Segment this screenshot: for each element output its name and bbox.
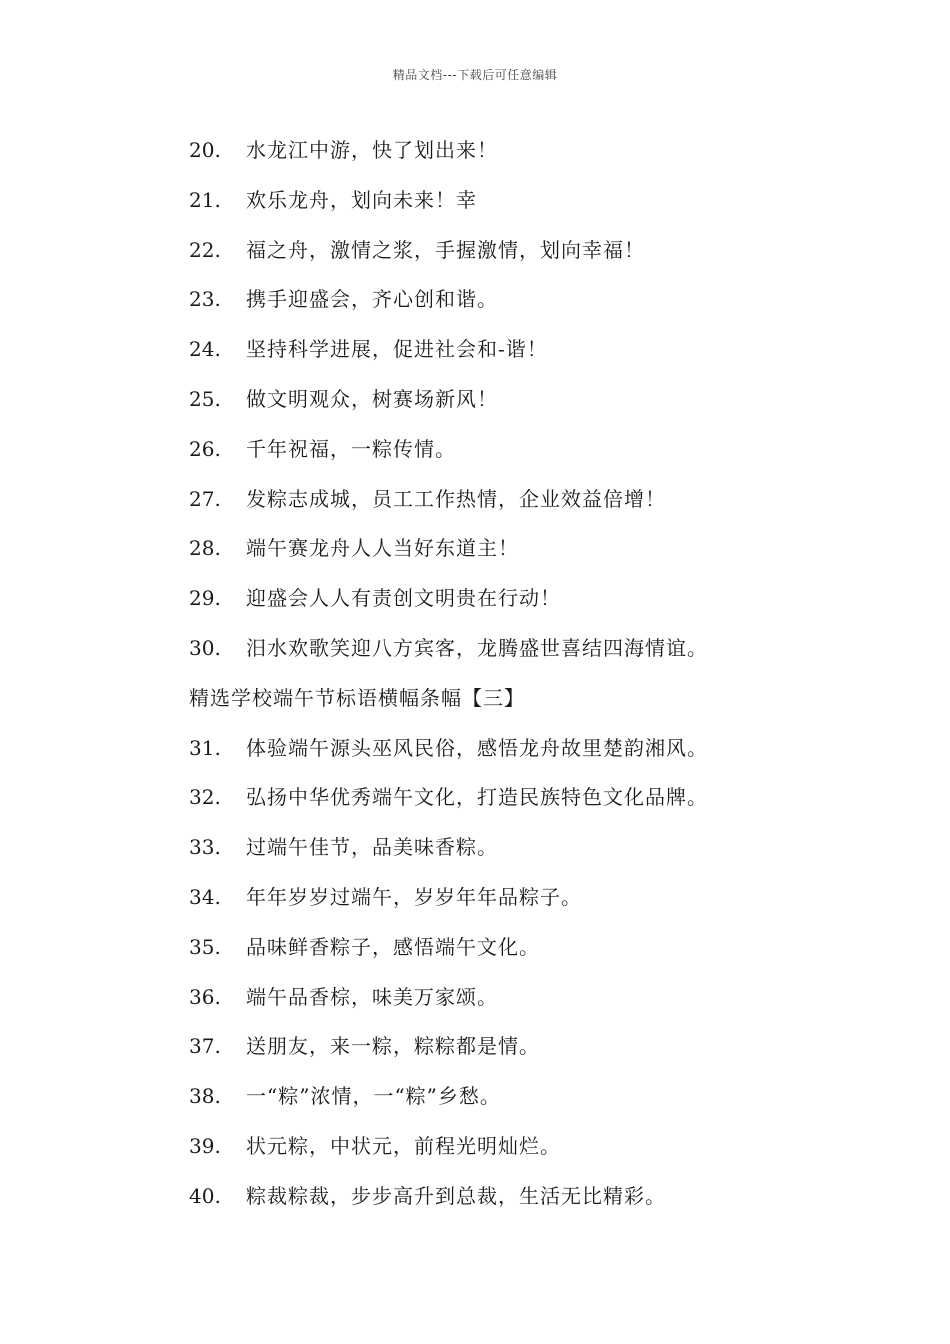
list-item (189, 475, 889, 525)
item-number: 38. (189, 1084, 221, 1109)
list-item (189, 873, 889, 923)
item-number: 40. (189, 1183, 221, 1208)
item-text: 品味鲜香粽子，感悟端午文化。 (246, 934, 540, 959)
list-item (189, 126, 889, 176)
list-item (189, 325, 889, 375)
list-item (189, 425, 889, 475)
item-text: 迎盛会人人有责创文明贵在行动！ (246, 586, 561, 611)
section-heading: 精选学校端午节标语横幅条幅【三】 (189, 685, 525, 710)
item-text: 欢乐龙舟，划向未来！幸 (246, 187, 477, 212)
item-text: 千年祝福，一粽传情。 (246, 436, 456, 461)
list-item (189, 923, 889, 973)
item-text: 水龙江中游，快了划出来！ (246, 138, 498, 162)
item-number: 26. (189, 436, 221, 461)
item-text: 携手迎盛会，齐心创和谐。 (246, 287, 498, 312)
list-item (189, 973, 889, 1023)
slogan-list-part-a (189, 126, 889, 674)
item-number: 27. (189, 486, 221, 511)
page-header: 精品文档---下载后可任意编辑 (392, 68, 558, 82)
item-number: 23. (189, 287, 221, 312)
list-item (189, 1172, 889, 1222)
slogan-list (189, 126, 889, 1222)
list-item (189, 1122, 889, 1172)
item-number: 21. (189, 187, 221, 212)
item-text: 端午赛龙舟人人当好东道主！ (246, 536, 519, 561)
item-text: 粽裁粽裁，步步高升到总裁，生活无比精彩。 (246, 1183, 666, 1208)
item-number: 37. (189, 1034, 221, 1059)
list-item (189, 176, 889, 226)
list-item (189, 773, 889, 823)
item-text: 发粽志成城，员工工作热情，企业效益倍增！ (246, 486, 666, 511)
item-number: 20. (189, 138, 221, 162)
item-number: 31. (189, 735, 221, 760)
item-number: 28. (189, 536, 221, 561)
item-number: 32. (189, 785, 221, 810)
item-text: 一“粽”浓情，一“粽”乡愁。 (246, 1084, 501, 1109)
list-item (189, 275, 889, 325)
slogan-list-part-b (189, 724, 889, 1222)
item-number: 22. (189, 237, 221, 262)
list-item (189, 226, 889, 276)
item-text: 福之舟，激情之浆，手握激情，划向幸福！ (246, 237, 645, 262)
item-number: 39. (189, 1133, 221, 1158)
item-number: 33. (189, 835, 221, 860)
item-text: 过端午佳节，品美味香粽。 (246, 835, 498, 860)
item-text: 做文明观众，树赛场新风！ (246, 386, 498, 411)
list-item (189, 724, 889, 774)
item-text: 汨水欢歌笑迎八方宾客，龙腾盛世喜结四海情谊。 (246, 635, 708, 660)
item-number: 24. (189, 337, 221, 362)
item-number: 36. (189, 984, 221, 1009)
list-item (189, 624, 889, 674)
list-item (189, 574, 889, 624)
item-number: 25. (189, 386, 221, 411)
item-text: 年年岁岁过端午，岁岁年年品粽子。 (246, 884, 582, 909)
item-text: 体验端午源头巫风民俗，感悟龙舟故里楚韵湘风。 (246, 735, 708, 760)
list-item (189, 375, 889, 425)
item-number: 35. (189, 934, 221, 959)
list-item (189, 823, 889, 873)
list-item (189, 524, 889, 574)
item-number: 29. (189, 586, 221, 611)
item-number: 34. (189, 884, 221, 909)
item-text: 端午品香棕，味美万家颂。 (246, 984, 498, 1009)
item-number: 30. (189, 635, 221, 660)
list-item (189, 1072, 889, 1122)
item-text: 坚持科学进展，促进社会和-谐！ (246, 337, 548, 362)
item-text: 送朋友，来一粽，粽粽都是情。 (246, 1034, 540, 1059)
item-text: 弘扬中华优秀端午文化，打造民族特色文化品牌。 (246, 785, 708, 810)
list-item (189, 1022, 889, 1072)
item-text: 状元粽，中状元，前程光明灿烂。 (246, 1133, 561, 1158)
